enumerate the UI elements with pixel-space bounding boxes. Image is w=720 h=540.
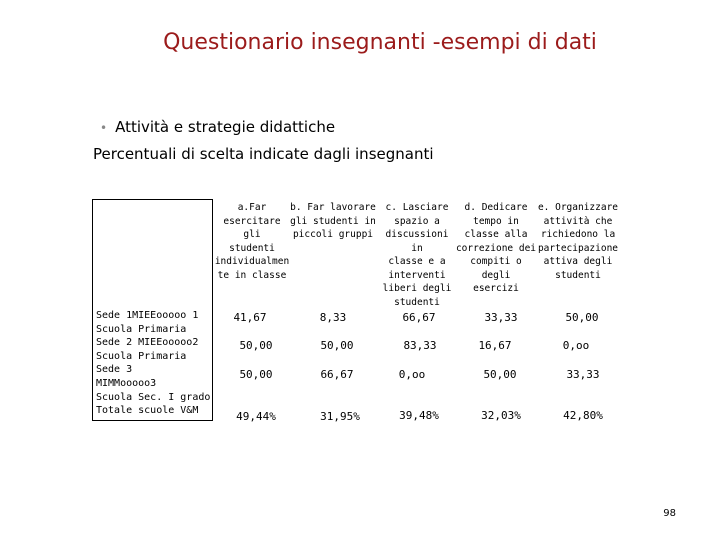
column-header-c: c. Lasciare spazio a discussioni in classe e a interventi liberi degli studenti bbox=[382, 202, 452, 308]
column-header-a: a.Far esercitare gli studenti individualmen te in classe bbox=[214, 202, 290, 281]
table-cell: 41,67 bbox=[233, 311, 267, 324]
table-cell: 33,33 bbox=[484, 311, 518, 324]
slide-title: Questionario insegnanti -esempi di dati bbox=[163, 30, 597, 55]
slide-subtitle: Percentuali di scelta indicate dagli insegnanti bbox=[93, 145, 434, 163]
table-cell-total: 31,95% bbox=[320, 410, 360, 423]
bullet-item bbox=[100, 118, 335, 136]
row-label-line: MIMMooooo3 bbox=[96, 377, 157, 389]
page-number: 98 bbox=[663, 508, 676, 519]
row-label-line: Sede 3 bbox=[96, 364, 133, 376]
table-cell: 83,33 bbox=[403, 339, 437, 352]
table-cell-total: 32,03% bbox=[481, 409, 521, 422]
table-cell: 50,00 bbox=[483, 368, 517, 381]
row-label-line: Scuola Sec. I grado bbox=[96, 391, 211, 403]
row-labels bbox=[96, 309, 212, 418]
table-cell: 16,67 bbox=[478, 339, 512, 352]
row-label-line: Scuola Primaria bbox=[96, 323, 187, 335]
row-label-line: Sede 2 MIEEooooo2 bbox=[96, 337, 199, 349]
table-cell: 0,oo bbox=[398, 368, 426, 381]
column-header-b: b. Far lavorare gli studenti in piccoli gruppi bbox=[290, 202, 376, 240]
table-cell: 50,00 bbox=[239, 339, 273, 352]
table-cell: 8,33 bbox=[319, 311, 347, 324]
table-cell: 0,oo bbox=[562, 339, 590, 352]
column-header-d: d. Dedicare tempo in classe alla correzione dei compiti o degli esercizi bbox=[455, 202, 537, 294]
row-label-line: Scuola Primaria bbox=[96, 350, 187, 362]
bullet-text: Attività e strategie didattiche bbox=[115, 118, 336, 136]
row-label-line: Sede 1MIEEooooo 1 bbox=[96, 310, 199, 321]
table-cell-total: 49,44% bbox=[236, 410, 276, 423]
bullet-dot-icon: • bbox=[100, 121, 108, 135]
table-cell: 66,67 bbox=[402, 311, 436, 324]
table-cell: 66,67 bbox=[320, 368, 354, 381]
table-cell: 33,33 bbox=[566, 368, 600, 381]
table-cell-total: 39,48% bbox=[399, 409, 439, 422]
table-cell-total: 42,80% bbox=[563, 409, 603, 422]
column-header-e: e. Organizzare attività che richiedono la partecipazione attiva degli studenti bbox=[537, 202, 619, 281]
row-label-line: Totale scuole V&M bbox=[96, 405, 199, 417]
table-cell: 50,00 bbox=[565, 311, 599, 324]
table-cell: 50,00 bbox=[239, 368, 273, 381]
table-cell: 50,00 bbox=[320, 339, 354, 352]
